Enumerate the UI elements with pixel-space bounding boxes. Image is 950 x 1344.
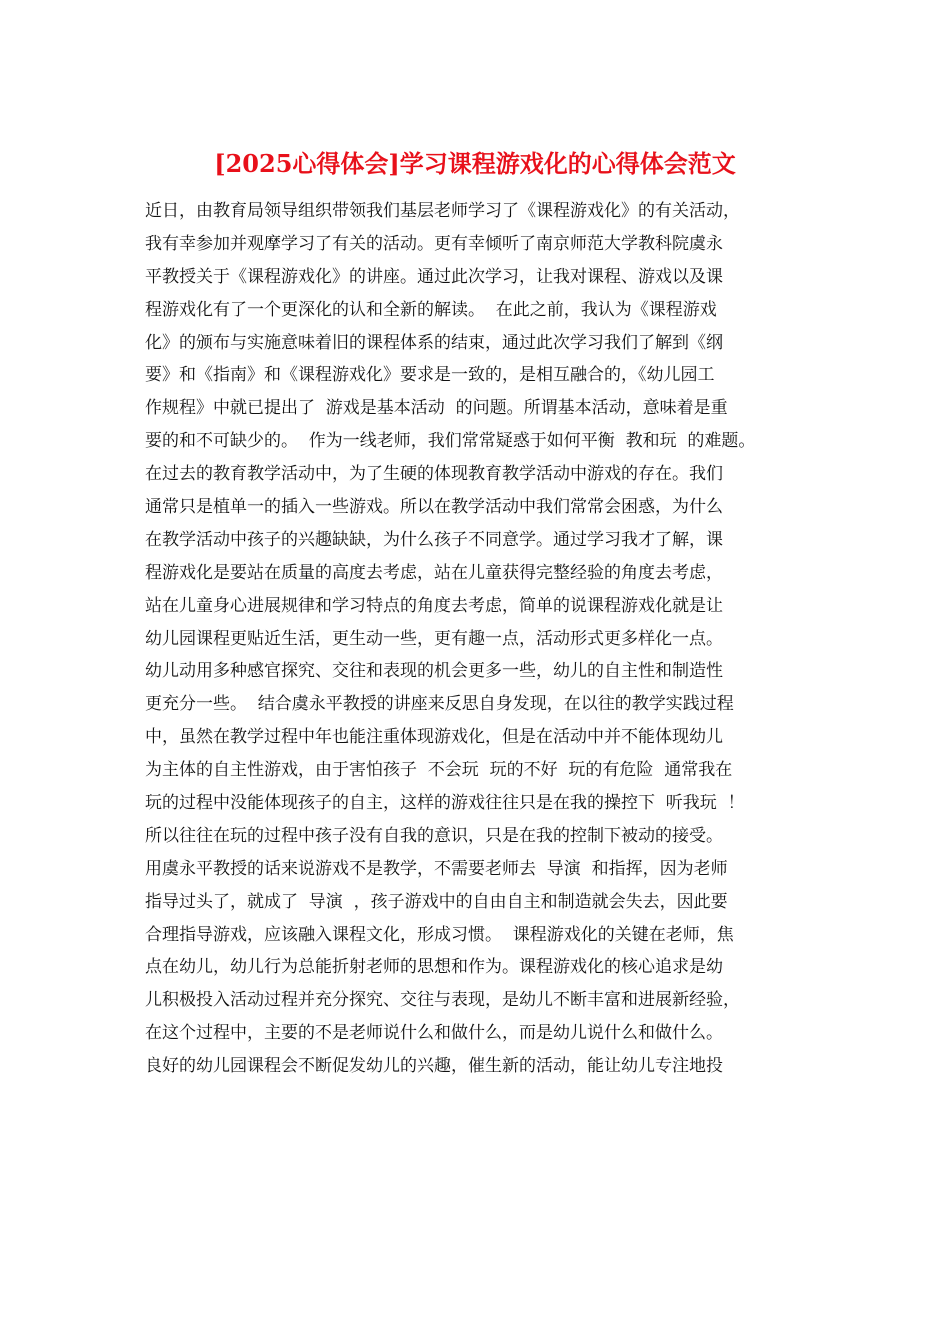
body-line: 在过去的教育教学活动中，为了生硬的体现教育教学活动中游戏的存在。我们: [145, 464, 723, 485]
body-line: 点在幼儿，幼儿行为总能折射老师的思想和作为。课程游戏化的核心追求是幼: [145, 957, 723, 978]
body-line: 更充分一些。 结合虞永平教授的讲座来反思自身发现，在以往的教学实践过程: [145, 694, 734, 715]
body-line: 在这个过程中，主要的不是老师说什么和做什么，而是幼儿说什么和做什么。: [145, 1023, 723, 1044]
document-body: [145, 195, 835, 1083]
body-line: 幼儿动用多种感官探究、交往和表现的机会更多一些，幼儿的自主性和制造性: [145, 661, 723, 682]
body-line: 作规程》中就已提出了 游戏是基本活动 的问题。所谓基本活动，意味着是重: [145, 398, 728, 419]
body-line: 要的和不可缺少的。 作为一线老师，我们常常疑惑于如何平衡 教和玩 的难题。: [145, 431, 756, 452]
body-line: 指导过头了，就成了 导演 ，孩子游戏中的自由自主和制造就会失去，因此要: [145, 891, 728, 912]
body-line: 化》的颁布与实施意味着旧的课程体系的结束，通过此次学习我们了解到《纲: [145, 332, 723, 353]
body-line: 程游戏化是要站在质量的高度去考虑，站在儿童获得完整经验的角度去考虑，: [145, 562, 723, 583]
body-line: 幼儿园课程更贴近生活，更生动一些，更有趣一点，活动形式更多样化一点。: [145, 628, 723, 649]
body-line: 合理指导游戏，应该融入课程文化，形成习惯。 课程游戏化的关键在老师，焦: [145, 924, 734, 945]
body-line: 良好的幼儿园课程会不断促发幼儿的兴趣，催生新的活动，能让幼儿专注地投: [145, 1056, 723, 1077]
body-line: 平教授关于《课程游戏化》的讲座。通过此次学习，让我对课程、游戏以及课: [145, 266, 723, 287]
document-title: [2025心得体会]学习课程游戏化的心得体会范文: [214, 149, 736, 178]
body-line: 近日，由教育局领导组织带领我们基层老师学习了《课程游戏化》的有关活动，: [145, 201, 740, 221]
body-line: 玩的过程中没能体现孩子的自主，这样的游戏往往只是在我的操控下 听我玩 ！: [145, 793, 745, 814]
body-line: 为主体的自主性游戏，由于害怕孩子 不会玩 玩的不好 玩的有危险 通常我在: [145, 760, 733, 781]
body-line: 通常只是植单一的插入一些游戏。所以在教学活动中我们常常会困惑，为什么: [145, 497, 723, 518]
body-line: 儿积极投入活动过程并充分探究、交往与表现，是幼儿不断丰富和进展新经验，: [145, 990, 740, 1011]
body-line: 站在儿童身心进展规律和学习特点的角度去考虑，简单的说课程游戏化就是让: [145, 595, 723, 616]
body-line: 要》和《指南》和《课程游戏化》要求是一致的，是相互融合的，《幼儿园工: [145, 365, 715, 386]
body-line: 程游戏化有了一个更深化的认和全新的解读。 在此之前，我认为《课程游戏: [145, 299, 717, 320]
body-line: 我有幸参加并观摩学习了有关的活动。更有幸倾听了南京师范大学教科院虞永: [145, 233, 723, 254]
body-line: 所以往往在玩的过程中孩子没有自我的意识，只是在我的控制下被动的接受。: [145, 825, 723, 846]
body-line: 在教学活动中孩子的兴趣缺缺，为什么孩子不同意学。通过学习我才了解，课: [145, 529, 723, 550]
body-line: 用虞永平教授的话来说游戏不是教学，不需要老师去 导演 和指挥，因为老师: [145, 858, 728, 879]
body-line: 中，虽然在教学过程中年也能注重体现游戏化，但是在活动中并不能体现幼儿: [145, 727, 723, 748]
